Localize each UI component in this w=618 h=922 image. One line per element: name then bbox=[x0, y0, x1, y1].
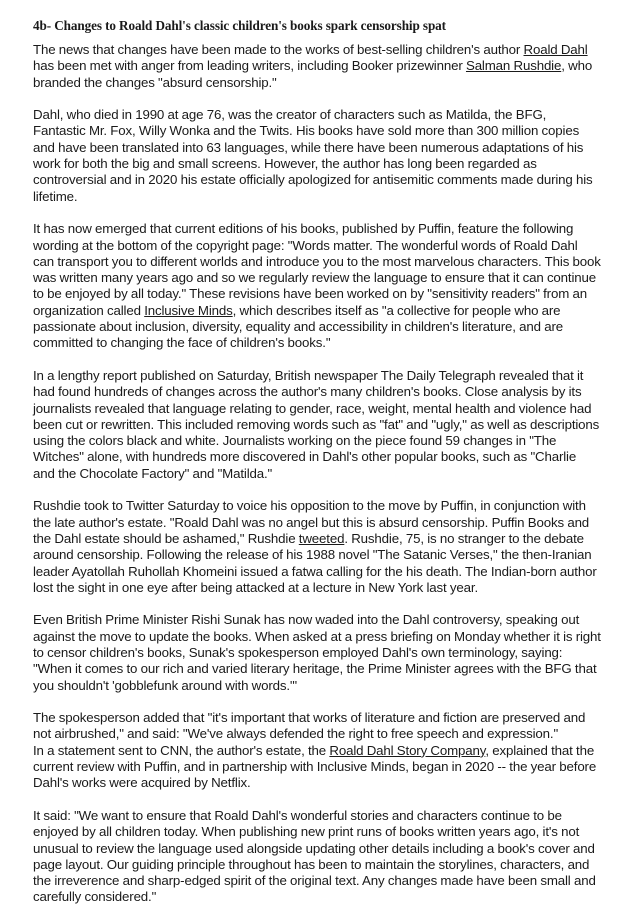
paragraph-8 bbox=[33, 743, 601, 792]
link-salman-rushdie[interactable]: Salman Rushdie bbox=[465, 58, 562, 74]
text: Rushdie took to Twitter Saturday to voice his opposition to the move by Puffin, in conjunction with the late author's estate. "Roald Dahl was no angel but this is absurd censorship. Puffin Books and the Dahl estate should be ashamed," Rushdie bbox=[33, 498, 590, 546]
text: . Rushdie, 75, is no stranger to the debate around censorship. Following the release of his 1988 novel "The Satanic Verses," the then-Iranian leader Ayatollah Ruhollah Khomeini issued a fatwa calling for the his death. The Indian-born author lost the sight in one eye after being attacked at a lecture in New York last year. bbox=[33, 530, 597, 595]
paragraph-6: Even British Prime Minister Rishi Sunak has now waded into the Dahl controversy, speaking out against the move to update the books. When asked at a press briefing on Monday whether it is right to censor children's books, Sunak's spokesperson employed Dahl's own terminology, saying: "When it comes to our rich and varied literary heritage, the Prime Minister agrees with the BFG that you shouldn't 'gobblefunk around with words.'" bbox=[33, 612, 601, 693]
text: has been met with anger from leading writers, including Booker prizewinner bbox=[33, 58, 466, 74]
paragraph-9: It said: "We want to ensure that Roald Dahl's wonderful stories and characters continue to be enjoyed by all children today. When publishing new print runs of books written years ago, it's not unusual to review the language used alongside updating other details including a book's cover and page layout. Our guiding principle throughout has been to maintain the storylines, characters, and the irreverence and sharp-edged spirit of the original text. Any changes made have been small and carefully considered." bbox=[33, 807, 596, 905]
paragraph-2: Dahl, who died in 1990 at age 76, was the creator of characters such as Matilda, the BFG, Fantastic Mr. Fox, Willy Wonka and the Twits. His books have sold more than 300 million copies and have been translated into 63 languages, while there have been numerous adaptations of his work for both the big and small screens. However, the author has long been regarded as controversial and in 2020 his estate officially apologized for antisemitic comments made during his lifetime. bbox=[33, 107, 593, 204]
text: , who branded the changes "absurd censorship." bbox=[33, 58, 593, 90]
link-inclusive-minds[interactable]: Inclusive Minds bbox=[144, 302, 233, 318]
article-title: 4b- Changes to Roald Dahl's classic children's books spark censorship spat bbox=[33, 18, 446, 33]
paragraph-5 bbox=[33, 498, 601, 596]
text: The news that changes have been made to the works of best-selling children's author bbox=[33, 42, 524, 57]
text: In a statement sent to CNN, the author's estate, the bbox=[33, 742, 330, 758]
text: , which describes itself as "a collective for people who are passionate about inclusion, diversity, equality and accessibility in children's literature, and are committed to changing the face of children's books." bbox=[33, 302, 563, 351]
link-roald-dahl[interactable]: Roald Dahl bbox=[523, 42, 588, 57]
paragraph-7: The spokesperson added that "it's important that works of literature and fiction are preserved and not airbrushed," and said: "We've always defended the right to free speech and expression." bbox=[33, 710, 586, 742]
article bbox=[33, 18, 601, 922]
link-roald-dahl-story-company[interactable]: Roald Dahl Story Company bbox=[329, 742, 486, 758]
paragraph-4: In a lengthy report published on Saturday, British newspaper The Daily Telegraph revealed that it had found hundreds of changes across the author's many children's books. Close analysis by its journalists revealed that language relating to gender, race, weight, mental health and violence had been cut or rewritten. This included removing words such as "fat" and "ugly," as well as descriptions using the colors black and white. Journalists working on the piece found 59 changes in "The Witches" alone, with hundreds more discovered in Dahl's other popular books, such as "Charlie and the Chocolate Factory" and "Matilda." bbox=[33, 367, 600, 481]
paragraph-3 bbox=[33, 221, 601, 351]
text: It has now emerged that current editions of his books, published by Puffin, feature the following wording at the bottom of the copyright page: "Words matter. The wonderful words of Roald Dahl can transport you to different worlds and introduce you to the most marvelous characters. This book was written many years ago and so we regularly review the language to ensure that it can continue to be enjoyed by all today." These revisions have been worked on by "sensitivity readers" from an organization called bbox=[33, 221, 601, 318]
link-tweeted[interactable]: tweeted bbox=[298, 530, 345, 546]
paragraph-1 bbox=[33, 42, 601, 91]
text: , explained that the current review with Puffin, and in partnership with Inclusive Minds, began in 2020 -- the year before Dahl's works were acquired by Netflix. bbox=[33, 742, 597, 791]
